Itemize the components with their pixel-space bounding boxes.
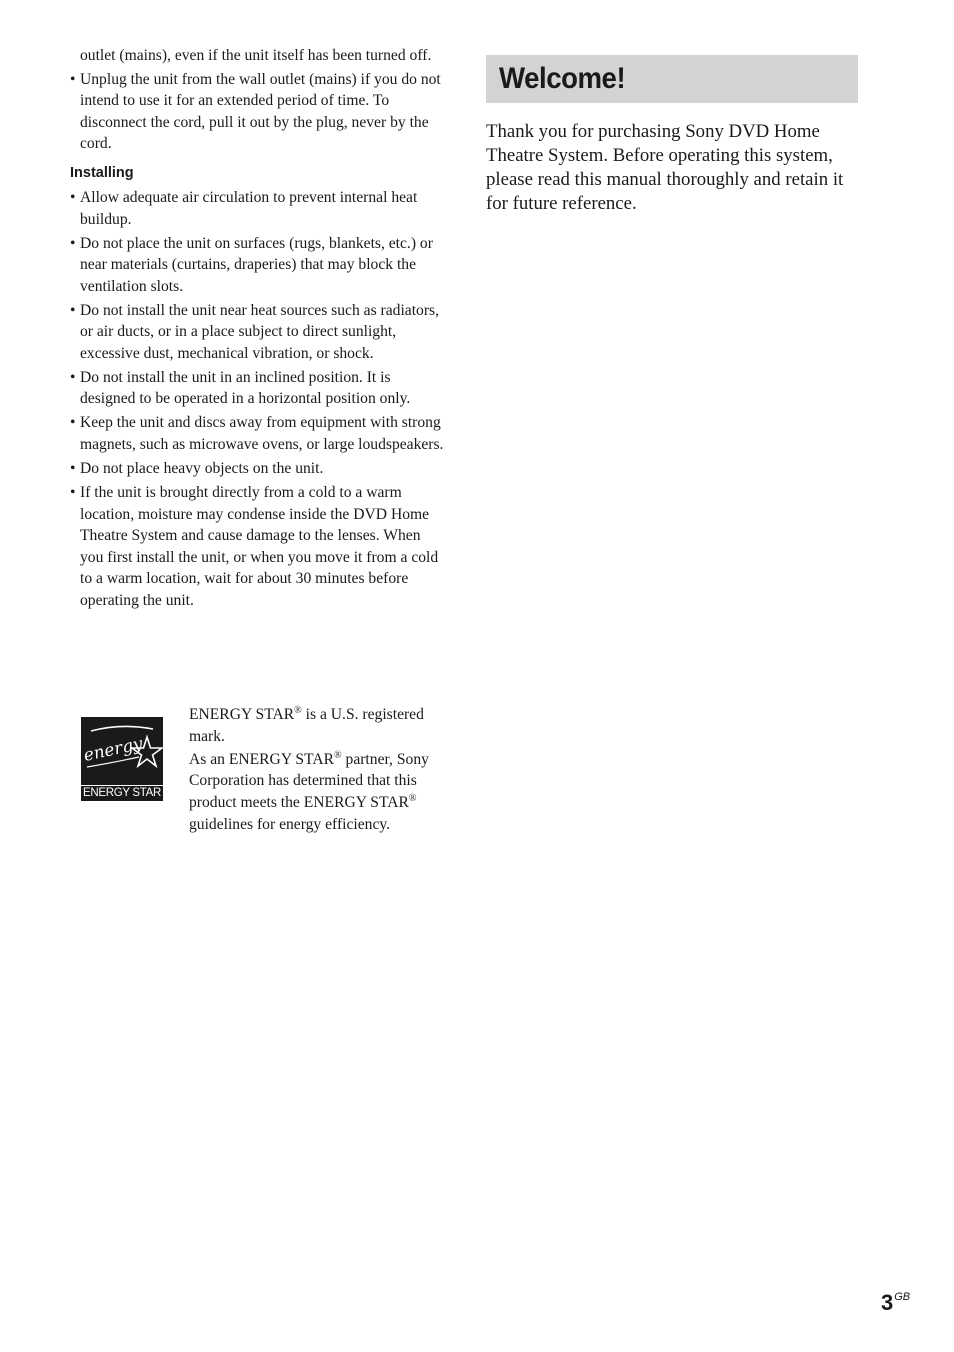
bullet-icon: • (70, 414, 76, 432)
energy-star-logo-label: ENERGY STAR (82, 787, 162, 799)
bullet-icon: • (70, 368, 76, 386)
bullet-icon: • (70, 301, 76, 319)
registered-mark: ® (334, 749, 342, 761)
page-title: Welcome! (499, 62, 626, 95)
right-column (486, 55, 858, 216)
page-number-suffix: GB (894, 1291, 911, 1303)
svg-text:energy: energy (81, 733, 145, 766)
installing-heading: Installing (70, 164, 134, 181)
list-item: • Do not install the unit near heat sources such as radiators, or air ducts, or in a place subject to direct sunlight, excessive dust, mechanical vibration, or shock. (70, 301, 439, 362)
left-column (70, 45, 445, 833)
installing-list (70, 187, 445, 612)
bullet-icon: • (70, 460, 76, 478)
list-item: • Do not install the unit in an inclined position. It is designed to be operated in a horizontal position only. (70, 368, 411, 408)
energy-star-block (70, 704, 445, 864)
registered-mark: ® (294, 705, 302, 716)
list-item: • Do not place the unit on surfaces (rugs, blankets, etc.) or near materials (curtains, draperies) that may block the ventilation slots. (70, 234, 433, 295)
welcome-paragraph: Thank you for purchasing Sony DVD Home Theatre System. Before operating this system, please read this manual thoroughly and retain it for future reference. (486, 121, 844, 214)
list-item: • Allow adequate air circulation to prevent internal heat buildup. (70, 188, 418, 228)
continued-paragraph: outlet (mains), even if the unit itself has been turned off. (80, 47, 432, 64)
bullet-icon: • (70, 484, 76, 502)
bullet-icon: • (70, 70, 76, 88)
energy-star-paragraph: As an ENERGY STAR® partner, Sony Corporation has determined that this product meets the ENERGY STAR® guidelines for energy efficiency. (189, 749, 429, 833)
list-item: • Keep the unit and discs away from equipment with strong magnets, such as microwave ovens, or large loudspeakers. (70, 414, 444, 454)
list-item: • Do not place heavy objects on the unit. (70, 458, 445, 480)
list-item: • If the unit is brought directly from a cold to a warm location, moisture may condense inside the DVD Home Theatre System and cause damage to the lenses. When you first install the unit, or when you move it from a cold to a warm location, wait for about 30 minutes before operating the unit. (70, 484, 439, 609)
welcome-banner (486, 55, 858, 103)
energy-star-paragraph: ENERGY STAR® is a U.S. registered mark. (189, 705, 424, 745)
registered-mark: ® (408, 793, 417, 805)
bullet-icon: • (70, 234, 76, 252)
energy-star-logo (81, 717, 163, 801)
page-number: $3^{GB}$ (881, 1290, 911, 1315)
bullet-icon: • (70, 188, 76, 206)
energy-star-text (189, 704, 445, 837)
list-item: • Unplug the unit from the wall outlet (mains) if you do not intend to use it for an extended period of time. To disconnect the cord, pull it out by the plug, never by the cord. (70, 70, 441, 153)
energy-star-icon (81, 717, 163, 785)
precaution-list (70, 69, 445, 155)
